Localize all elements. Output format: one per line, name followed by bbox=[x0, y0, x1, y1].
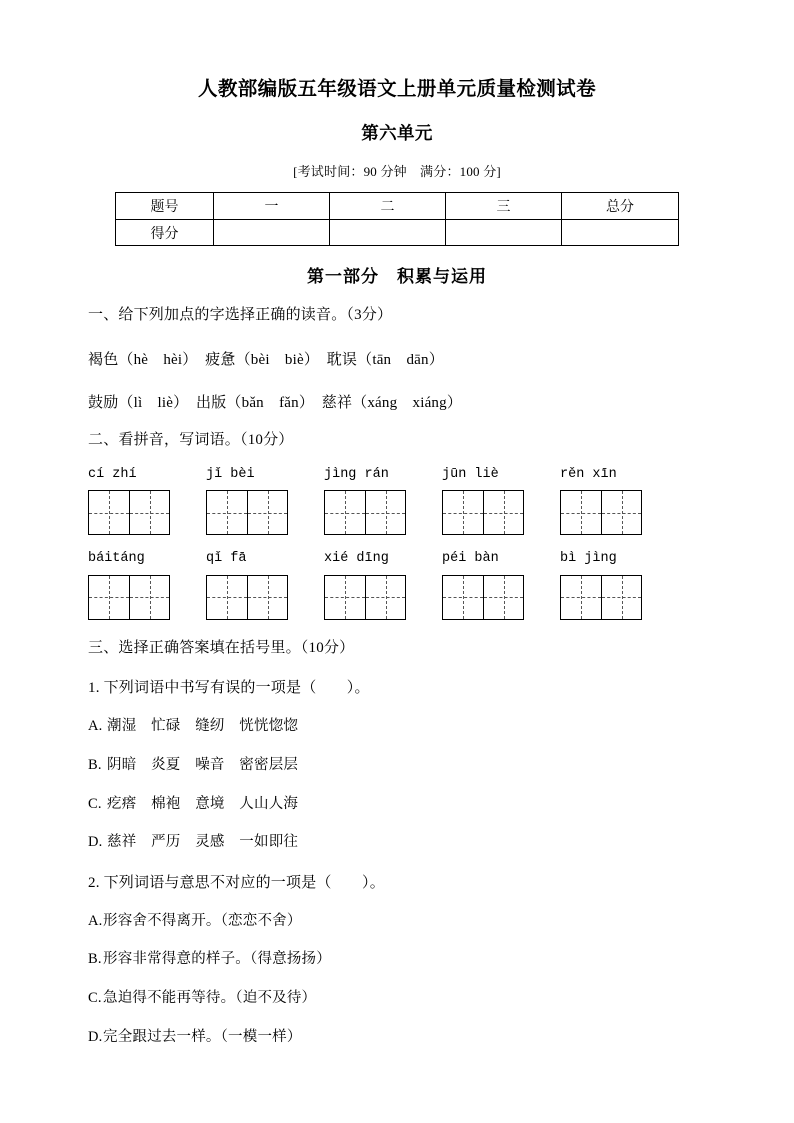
option-text: 急迫得不能再等待。（迫不及待） bbox=[103, 990, 317, 1007]
pinyin-grid-row-1 bbox=[88, 468, 706, 536]
option-text: 完全跟过去一样。（一模一样） bbox=[103, 1028, 302, 1045]
tianzige-box[interactable] bbox=[206, 575, 288, 620]
score-table-label-score: 得分 bbox=[116, 220, 214, 246]
question-2-option-b[interactable] bbox=[88, 931, 706, 970]
score-table-header-3: 三 bbox=[446, 193, 562, 220]
option-key: A. bbox=[88, 718, 103, 735]
pinyin-grid-row-2 bbox=[88, 535, 706, 620]
score-table-header-2: 二 bbox=[330, 193, 446, 220]
question-2-option-c[interactable] bbox=[88, 970, 706, 1009]
pinyin-grid-col bbox=[88, 552, 206, 620]
tianzige-cell[interactable] bbox=[443, 491, 483, 534]
tianzige-cell[interactable] bbox=[207, 576, 247, 619]
tianzige-cell[interactable] bbox=[325, 576, 365, 619]
tianzige-cell[interactable] bbox=[129, 576, 169, 619]
tianzige-cell[interactable] bbox=[561, 491, 601, 534]
score-table-header-1: 一 bbox=[214, 193, 330, 220]
tianzige-cell[interactable] bbox=[365, 491, 405, 534]
option-text: 阴暗 炎夏 噪音 密密层层 bbox=[107, 756, 299, 773]
question-1-option-b[interactable] bbox=[88, 737, 706, 776]
pinyin-grid-col bbox=[206, 468, 324, 536]
question-2-stem: 2. 下列词语与意思不对应的一项是（ ）。 bbox=[88, 874, 385, 891]
tianzige-cell[interactable] bbox=[89, 491, 129, 534]
question-1-stem: 1. 下列词语中书写有误的一项是（ ）。 bbox=[88, 680, 370, 697]
tianzige-cell[interactable] bbox=[247, 576, 287, 619]
tianzige-cell[interactable] bbox=[247, 491, 287, 534]
option-text: 慈祥 严历 灵感 一如即往 bbox=[107, 834, 299, 851]
option-key: D. bbox=[88, 834, 103, 851]
unit-subtitle: 第六单元 bbox=[361, 123, 433, 144]
option-key: D. bbox=[88, 1028, 103, 1045]
pinyin-label: péi bàn bbox=[442, 551, 499, 567]
option-text: 疙瘩 棉袍 意境 人山人海 bbox=[107, 795, 299, 812]
question-1-option-a[interactable] bbox=[88, 698, 706, 737]
tianzige-cell[interactable] bbox=[89, 576, 129, 619]
option-key: A. bbox=[88, 912, 103, 929]
question-1-option-c[interactable] bbox=[88, 776, 706, 815]
table-row bbox=[116, 193, 679, 220]
option-text: 形容舍不得离开。（恋恋不舍） bbox=[103, 912, 302, 929]
tianzige-cell[interactable] bbox=[601, 576, 641, 619]
tianzige-cell[interactable] bbox=[561, 576, 601, 619]
score-cell-2[interactable] bbox=[330, 220, 446, 246]
pinyin-label: cí zhí bbox=[88, 466, 137, 482]
option-key: B. bbox=[88, 756, 102, 773]
tianzige-box[interactable] bbox=[206, 490, 288, 535]
pinyin-writing-block bbox=[88, 450, 706, 620]
part-heading: 第一部分 积累与运用 bbox=[307, 267, 487, 287]
pinyin-grid-col bbox=[88, 468, 206, 536]
tianzige-box[interactable] bbox=[560, 490, 642, 535]
tianzige-box[interactable] bbox=[324, 490, 406, 535]
tianzige-box[interactable] bbox=[442, 575, 524, 620]
score-cell-1[interactable] bbox=[214, 220, 330, 246]
pinyin-grid-col bbox=[442, 552, 560, 620]
tianzige-cell[interactable] bbox=[207, 491, 247, 534]
question-2-option-d[interactable] bbox=[88, 1009, 706, 1048]
tianzige-cell[interactable] bbox=[443, 576, 483, 619]
question-1-option-d[interactable] bbox=[88, 814, 706, 853]
pinyin-label: jǐ bèi bbox=[206, 466, 255, 482]
pinyin-label: xié dīng bbox=[324, 551, 389, 567]
pinyin-label: báitáng bbox=[88, 551, 145, 567]
tianzige-cell[interactable] bbox=[129, 491, 169, 534]
tianzige-box[interactable] bbox=[88, 490, 170, 535]
score-table bbox=[115, 192, 679, 246]
pinyin-label: bì jìng bbox=[560, 551, 617, 567]
option-text: 形容非常得意的样子。（得意扬扬） bbox=[103, 951, 331, 968]
tianzige-box[interactable] bbox=[442, 490, 524, 535]
pinyin-label: qǐ fā bbox=[206, 551, 247, 567]
tianzige-box[interactable] bbox=[88, 575, 170, 620]
pinyin-grid-col bbox=[560, 552, 678, 620]
exam-meta: [考试时间：90 分钟 满分：100 分] bbox=[293, 164, 501, 180]
tianzige-cell[interactable] bbox=[325, 491, 365, 534]
score-cell-3[interactable] bbox=[446, 220, 562, 246]
pinyin-grid-col bbox=[324, 552, 442, 620]
pinyin-grid-col bbox=[324, 468, 442, 536]
tianzige-box[interactable] bbox=[560, 575, 642, 620]
option-text: 潮湿 忙碌 缝纫 恍恍惚惚 bbox=[107, 718, 299, 735]
tianzige-cell[interactable] bbox=[483, 491, 523, 534]
pronunciation-line-1: 褐色（hè hèi） 疲惫（bèi biè） 耽误（tān dān） bbox=[88, 351, 444, 368]
section-3-heading: 三、选择正确答案填在括号里。（10分） bbox=[88, 639, 355, 656]
score-table-header-total: 总分 bbox=[562, 193, 679, 220]
pinyin-label: jūn liè bbox=[442, 466, 499, 482]
question-2-option-a[interactable] bbox=[88, 893, 706, 932]
score-table-wrapper bbox=[88, 192, 706, 246]
tianzige-cell[interactable] bbox=[365, 576, 405, 619]
option-key: C. bbox=[88, 990, 102, 1007]
score-cell-total[interactable] bbox=[562, 220, 679, 246]
pinyin-label: jìng rán bbox=[324, 466, 389, 482]
page-title: 人教部编版五年级语文上册单元质量检测试卷 bbox=[197, 79, 596, 100]
pronunciation-line-2: 鼓励（lì liè） 出版（bǎn fǎn） 慈祥（xáng xiáng） bbox=[88, 394, 463, 411]
pinyin-grid-col bbox=[442, 468, 560, 536]
section-2-heading: 二、看拼音，写词语。（10分） bbox=[88, 431, 294, 448]
pinyin-label: rěn xīn bbox=[560, 466, 617, 482]
table-row bbox=[116, 220, 679, 246]
score-table-label-question-no: 题号 bbox=[116, 193, 214, 220]
tianzige-cell[interactable] bbox=[601, 491, 641, 534]
pinyin-grid-col bbox=[206, 552, 324, 620]
option-key: B. bbox=[88, 951, 102, 968]
section-1-heading: 一、给下列加点的字选择正确的读音。（3分） bbox=[88, 307, 393, 324]
tianzige-box[interactable] bbox=[324, 575, 406, 620]
pinyin-grid-col bbox=[560, 468, 678, 536]
tianzige-cell[interactable] bbox=[483, 576, 523, 619]
option-key: C. bbox=[88, 795, 102, 812]
